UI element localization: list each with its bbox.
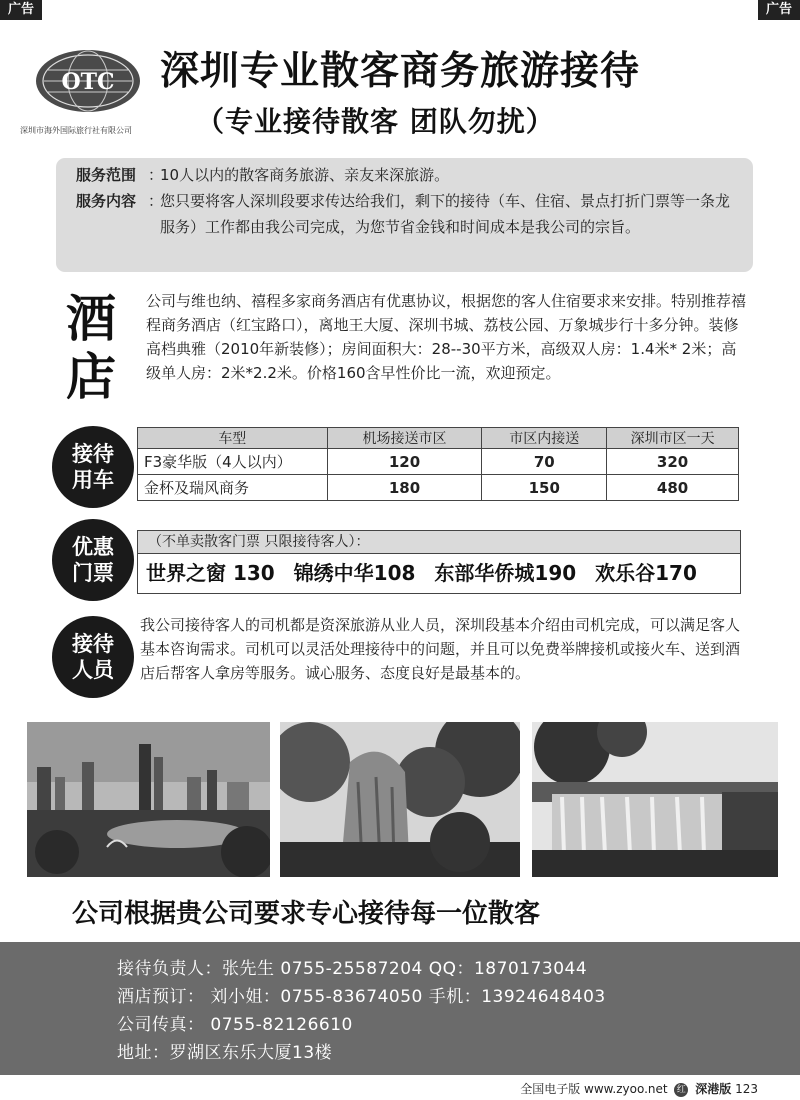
page-title: 深圳专业散客商务旅游接待 <box>160 49 641 94</box>
service-scope-row: 服务范围 ：10人以内的散客商务旅游、亲友来深旅游。 <box>76 162 746 188</box>
ticket-section-badge <box>52 519 134 601</box>
ad-tag-left: 广告 <box>0 0 42 20</box>
ad-tag-right: 广告 <box>758 0 800 20</box>
logo-text: OTC <box>61 69 115 95</box>
page-footer <box>520 1080 758 1097</box>
contact-fax: 公司传真： 0755-82126610 <box>117 1015 353 1035</box>
slogan: 公司根据贵公司要求专心接待每一位散客 <box>72 899 541 929</box>
staff-label-line2: 人员 <box>72 658 114 682</box>
footer-badge-icon: 红 <box>674 1083 688 1097</box>
service-content-label: 服务内容 <box>76 192 137 210</box>
waterfall-photo <box>532 722 778 877</box>
service-scope-label: 服务范围 <box>76 166 137 184</box>
footer-prefix: 全国电子版 www.zyoo.net <box>520 1082 668 1096</box>
staff-label-line1: 接待 <box>72 632 114 656</box>
car-price-table <box>137 427 739 501</box>
hotel-title: 酒店 <box>66 290 116 406</box>
contact-box <box>0 942 800 1075</box>
page-number: 123 <box>735 1082 758 1096</box>
ticket-note: （不单卖散客门票 只限接待客人）： <box>138 531 740 554</box>
car-header-type: 车型 <box>138 428 328 449</box>
car-type-cell: 金杯及瑞风商务 <box>138 475 328 501</box>
car-type-cell: F3豪华版（4人以内） <box>138 449 328 475</box>
ticket-item: 欢乐谷170 <box>595 561 697 585</box>
ticket-label-line2: 门票 <box>72 561 114 585</box>
price-cell: 480 <box>607 475 739 501</box>
price-cell: 180 <box>327 475 482 501</box>
car-header-airport: 机场接送市区 <box>327 428 482 449</box>
price-cell: 150 <box>482 475 607 501</box>
contact-reception: 接待负责人：张先生 0755-25587204 QQ：1870173044 <box>117 959 588 979</box>
contact-address: 地址：罗湖区东乐大厦13楼 <box>117 1043 333 1063</box>
rock-carving-photo <box>280 722 520 877</box>
page-subtitle: （专业接待散客 团队勿扰） <box>196 105 555 138</box>
table-row <box>138 449 739 475</box>
hotel-text: 公司与维也纳、禧程多家商务酒店有优惠协议，根据您的客人住宿要求来安排。特别推荐禧程商务酒店（红宝路口），离地王大厦、深圳书城、荔枝公园、万象城步行十多分钟。装修高档典雅（2010年新装修）；房间面积大：28--30平方米，高级双人房：1.4米* 2米；高级单人房：2米*2.2米。价格160含早性价比一流，欢迎预定。 <box>146 292 747 382</box>
logo-caption: 深圳市海外国际旅行社有限公司 <box>20 126 132 135</box>
staff-section-badge <box>52 616 134 698</box>
car-header-city: 市区内接送 <box>482 428 607 449</box>
ticket-box <box>137 530 741 594</box>
service-box <box>56 158 753 272</box>
ticket-label-line1: 优惠 <box>72 535 114 559</box>
ticket-item: 东部华侨城190 <box>434 561 577 585</box>
staff-text: 我公司接待客人的司机都是资深旅游从业人员，深圳段基本介绍由司机完成，可以满足客人基本咨询需求。司机可以灵活处理接待中的问题，并且可以免费举牌接机或接火车、送到酒店后帮客人拿房等服务。诚心服务、态度良好是最基本的。 <box>140 616 741 682</box>
service-scope-text: 10人以内的散客商务旅游、亲友来深旅游。 <box>160 166 450 184</box>
ticket-item: 世界之窗 130 <box>146 561 275 585</box>
car-label-line2: 用车 <box>72 468 114 492</box>
city-skyline-photo <box>27 722 270 877</box>
footer-brand: 深港版 <box>695 1082 732 1096</box>
car-table-header <box>138 428 739 449</box>
price-cell: 70 <box>482 449 607 475</box>
company-logo <box>34 48 142 114</box>
car-label-line1: 接待 <box>72 442 114 466</box>
service-content-text: 您只要将客人深圳段要求传达给我们，剩下的接待（车、住宿、景点打折门票等一条龙服务）工作都由我公司完成，为您节省金钱和时间成本是我公司的宗旨。 <box>160 192 731 236</box>
table-row <box>138 475 739 501</box>
service-content-row: 服务内容 ：您只要将客人深圳段要求传达给我们，剩下的接待（车、住宿、景点打折门票等一条龙服务）工作都由我公司完成，为您节省金钱和时间成本是我公司的宗旨。 <box>76 188 746 240</box>
ticket-list <box>138 554 740 592</box>
contact-hotel-booking: 酒店预订： 刘小姐：0755-83674050 手机：13924648403 <box>117 987 606 1007</box>
price-cell: 120 <box>327 449 482 475</box>
car-header-day: 深圳市区一天 <box>607 428 739 449</box>
car-section-badge <box>52 426 134 508</box>
price-cell: 320 <box>607 449 739 475</box>
ticket-item: 锦绣中华108 <box>293 561 416 585</box>
